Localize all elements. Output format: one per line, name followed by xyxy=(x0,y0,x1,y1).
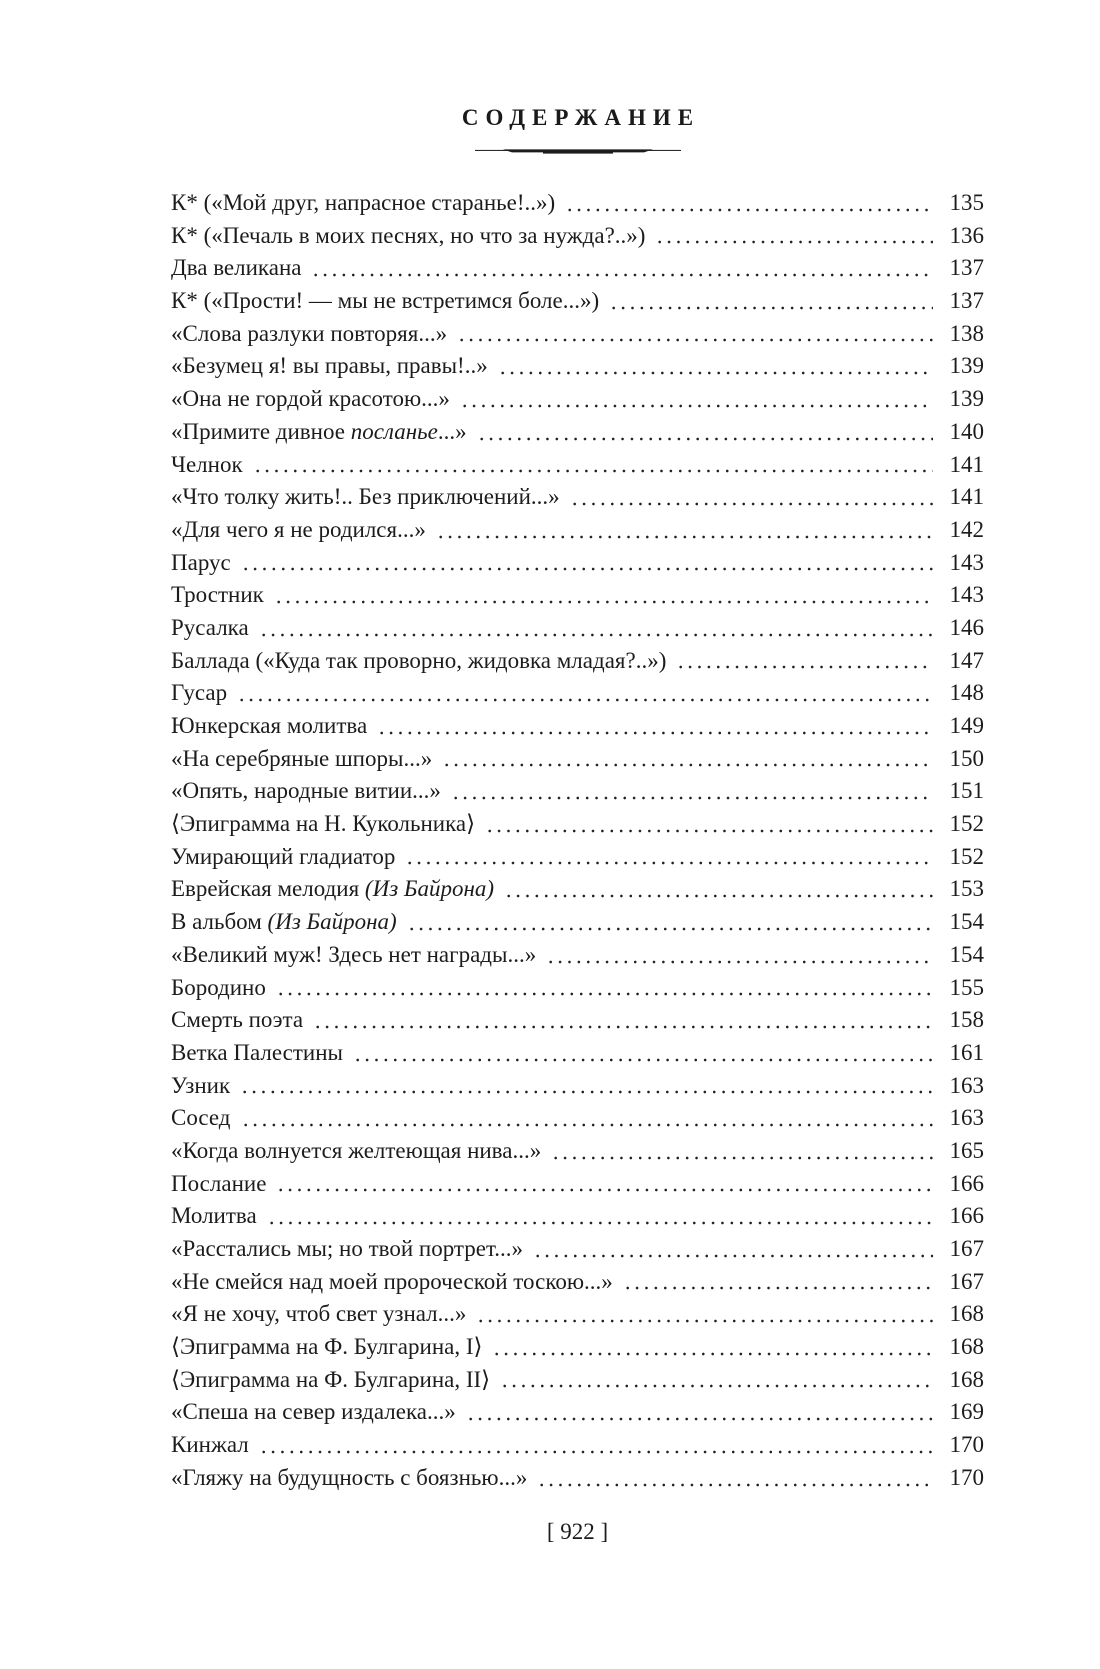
dot-leader xyxy=(570,502,933,506)
toc-entry xyxy=(171,939,984,972)
toc-entry xyxy=(171,743,984,776)
dot-leader xyxy=(442,763,933,767)
dot-leader xyxy=(485,829,933,833)
entry-page-number: 167 xyxy=(949,1236,984,1261)
dot-leader xyxy=(240,1090,933,1094)
toc-entry xyxy=(171,1233,984,1266)
entry-title: Бородино xyxy=(171,974,266,1000)
toc-entry xyxy=(171,252,984,285)
entry-title: «Великий муж! Здесь нет награды...» xyxy=(171,941,537,967)
entry-page-number: 141 xyxy=(949,451,984,477)
entry-page-number: 146 xyxy=(949,614,984,640)
entry-page-number: 137 xyxy=(949,255,984,281)
entry-page-number: 137 xyxy=(949,288,984,314)
dot-leader xyxy=(457,338,933,342)
dot-leader xyxy=(500,1384,933,1388)
toc-list xyxy=(171,187,984,1495)
entry-page-number: 135 xyxy=(949,190,984,215)
dot-leader xyxy=(476,1319,933,1323)
entry-title: «Гляжу на будущность с боязнью...» xyxy=(171,1464,528,1490)
toc-entry xyxy=(171,873,984,906)
dot-leader xyxy=(237,698,933,702)
page-title: СОДЕРЖАНИЕ xyxy=(461,105,701,130)
dot-leader xyxy=(655,240,933,244)
divider-rule-icon xyxy=(475,146,681,156)
entry-title: «Когда волнуется желтеющая нива...» xyxy=(171,1137,542,1163)
entry-page-number: 153 xyxy=(949,876,984,902)
entry-page-number: 168 xyxy=(949,1366,984,1392)
dot-leader xyxy=(407,927,933,931)
entry-title: «Для чего я не родился...» xyxy=(171,516,426,542)
entry-page-number: 138 xyxy=(949,320,984,346)
entry-page-number: 150 xyxy=(949,745,984,771)
entry-title: Парус xyxy=(171,549,231,575)
toc-entry xyxy=(171,481,984,514)
header-ornament xyxy=(171,146,984,156)
entry-page-number: 158 xyxy=(949,1007,984,1033)
toc-entry xyxy=(171,579,984,612)
entry-page-number: 170 xyxy=(949,1464,984,1490)
dot-leader xyxy=(676,665,933,669)
entry-page-number: 142 xyxy=(949,516,984,542)
dot-leader xyxy=(609,306,933,310)
dot-leader xyxy=(267,1221,933,1225)
entry-page-number: 154 xyxy=(949,941,984,967)
toc-entry xyxy=(171,808,984,841)
toc-entry xyxy=(171,547,984,580)
page-footer xyxy=(171,1519,984,1545)
dot-leader xyxy=(551,1156,933,1160)
dot-leader xyxy=(533,1254,933,1258)
folio-page-number: [ 922 ] xyxy=(546,1519,609,1544)
toc-header xyxy=(171,104,984,132)
toc-entry xyxy=(171,220,984,253)
toc-entry xyxy=(171,514,984,547)
toc-entry xyxy=(171,1396,984,1429)
entry-title: «Расстались мы; но твой портрет...» xyxy=(171,1236,524,1261)
dot-leader xyxy=(353,1058,933,1062)
entry-title: Челнок xyxy=(171,451,243,477)
entry-page-number: 161 xyxy=(949,1039,984,1065)
toc-entry xyxy=(171,1200,984,1233)
entry-title: Кинжал xyxy=(171,1432,249,1458)
dot-leader xyxy=(405,861,933,865)
entry-title: Тростник xyxy=(171,582,264,608)
entry-title: Два великана xyxy=(171,255,302,281)
toc-entry xyxy=(171,1266,984,1299)
entry-page-number: 163 xyxy=(949,1105,984,1131)
toc-entry xyxy=(171,645,984,678)
entry-page-number: 154 xyxy=(949,909,984,935)
entry-page-number: 143 xyxy=(949,549,984,575)
entry-title: Сосед xyxy=(171,1105,231,1131)
entry-title: К* («Печаль в моих песнях, но что за нужда?..») xyxy=(171,222,646,248)
entry-title: Еврейская мелодия (Из Байрона) xyxy=(171,876,495,902)
dot-leader xyxy=(498,371,933,375)
toc-entry xyxy=(171,1298,984,1331)
entry-page-number: 167 xyxy=(949,1268,984,1294)
entry-page-number: 152 xyxy=(949,843,984,869)
dot-leader xyxy=(436,535,933,539)
toc-entry xyxy=(171,449,984,482)
entry-page-number: 148 xyxy=(949,680,984,706)
dot-leader xyxy=(546,960,933,964)
entry-title: «Я не хочу, чтоб свет узнал...» xyxy=(171,1301,467,1327)
dot-leader xyxy=(466,1417,933,1421)
entry-title: Ветка Палестины xyxy=(171,1039,343,1065)
entry-title: ⟨Эпиграмма на Ф. Булгарина, II⟩ xyxy=(171,1366,491,1392)
toc-entry xyxy=(171,187,984,220)
entry-title: «Спеша на север издалека...» xyxy=(171,1399,456,1425)
dot-leader xyxy=(259,633,933,637)
dot-leader xyxy=(313,1025,933,1029)
entry-page-number: 163 xyxy=(949,1072,984,1098)
toc-entry xyxy=(171,1070,984,1103)
entry-title: Баллада («Куда так проворно, жидовка младая?..») xyxy=(171,647,667,673)
dot-leader xyxy=(537,1483,933,1487)
dot-leader xyxy=(477,437,933,441)
entry-page-number: 168 xyxy=(949,1334,984,1360)
entry-page-number: 139 xyxy=(949,353,984,379)
entry-page-number: 166 xyxy=(949,1170,984,1196)
entry-title: ⟨Эпиграмма на Ф. Булгарина, I⟩ xyxy=(171,1334,483,1360)
dot-leader xyxy=(274,600,933,604)
toc-entry xyxy=(171,972,984,1005)
toc-entry xyxy=(171,1037,984,1070)
toc-entry xyxy=(171,1364,984,1397)
entry-title: «Она не гордой красотою...» xyxy=(171,386,450,412)
dot-leader xyxy=(504,894,933,898)
entry-page-number: 152 xyxy=(949,811,984,837)
dot-leader xyxy=(565,208,933,212)
toc-entry xyxy=(171,1004,984,1037)
toc-entry xyxy=(171,1331,984,1364)
entry-page-number: 168 xyxy=(949,1301,984,1327)
toc-entry xyxy=(171,710,984,743)
entry-title: «Примите дивное посланье...» xyxy=(171,418,467,444)
entry-page-number: 143 xyxy=(949,582,984,608)
entry-page-number: 166 xyxy=(949,1203,984,1229)
entry-title: «На серебряные шпоры...» xyxy=(171,745,433,771)
entry-title: ⟨Эпиграмма на Н. Кукольника⟩ xyxy=(171,811,476,837)
dot-leader xyxy=(623,1286,933,1290)
toc-entry xyxy=(171,775,984,808)
entry-page-number: 169 xyxy=(949,1399,984,1425)
entry-page-number: 149 xyxy=(949,713,984,738)
dot-leader xyxy=(276,992,933,996)
toc-entry xyxy=(171,841,984,874)
entry-title: Узник xyxy=(171,1072,231,1098)
toc-entry xyxy=(171,906,984,939)
entry-page-number: 151 xyxy=(949,778,984,804)
toc-entry xyxy=(171,1462,984,1495)
dot-leader xyxy=(311,273,933,277)
entry-title: Русалка xyxy=(171,614,249,640)
toc-entry xyxy=(171,1135,984,1168)
entry-title: К* («Прости! — мы не встретимся боле...») xyxy=(171,288,600,314)
entry-title: Смерть поэта xyxy=(171,1007,304,1033)
entry-page-number: 140 xyxy=(949,418,984,444)
entry-title: «Не смейся над моей пророческой тоскою...» xyxy=(171,1268,613,1294)
entry-page-number: 139 xyxy=(949,386,984,412)
toc-entry xyxy=(171,612,984,645)
dot-leader xyxy=(253,469,933,473)
dot-leader xyxy=(492,1352,933,1356)
dot-leader xyxy=(241,1123,933,1127)
entry-page-number: 170 xyxy=(949,1432,984,1458)
entry-page-number: 165 xyxy=(949,1137,984,1163)
dot-leader xyxy=(276,1188,933,1192)
toc-entry xyxy=(171,1102,984,1135)
entry-page-number: 155 xyxy=(949,974,984,1000)
toc-entry xyxy=(171,350,984,383)
toc-entry xyxy=(171,318,984,351)
entry-page-number: 136 xyxy=(949,222,984,248)
entry-page-number: 147 xyxy=(949,647,984,673)
entry-title: «Опять, народные витии...» xyxy=(171,778,441,804)
entry-title: Умирающий гладиатор xyxy=(171,843,396,869)
toc-entry xyxy=(171,1429,984,1462)
toc-entry xyxy=(171,677,984,710)
entry-title: Послание xyxy=(171,1170,267,1196)
dot-leader xyxy=(460,404,933,408)
entry-page-number: 141 xyxy=(949,484,984,510)
toc-entry xyxy=(171,416,984,449)
dot-leader xyxy=(241,567,933,571)
entry-title: «Что толку жить!.. Без приключений...» xyxy=(171,484,560,510)
toc-entry xyxy=(171,383,984,416)
dot-leader xyxy=(451,796,933,800)
entry-title: Гусар xyxy=(171,680,228,706)
toc-entry xyxy=(171,285,984,318)
dot-leader xyxy=(377,731,933,735)
entry-title: «Безумец я! вы правы, правы!..» xyxy=(171,353,488,379)
entry-title: К* («Мой друг, напрасное старанье!..») xyxy=(171,190,556,215)
entry-title: «Слова разлуки повторяя...» xyxy=(171,320,448,346)
toc-entry xyxy=(171,1168,984,1201)
dot-leader xyxy=(259,1450,933,1454)
entry-title: Юнкерская молитва xyxy=(171,713,368,738)
entry-title: Молитва xyxy=(171,1203,257,1229)
entry-title: В альбом (Из Байрона) xyxy=(171,909,397,935)
